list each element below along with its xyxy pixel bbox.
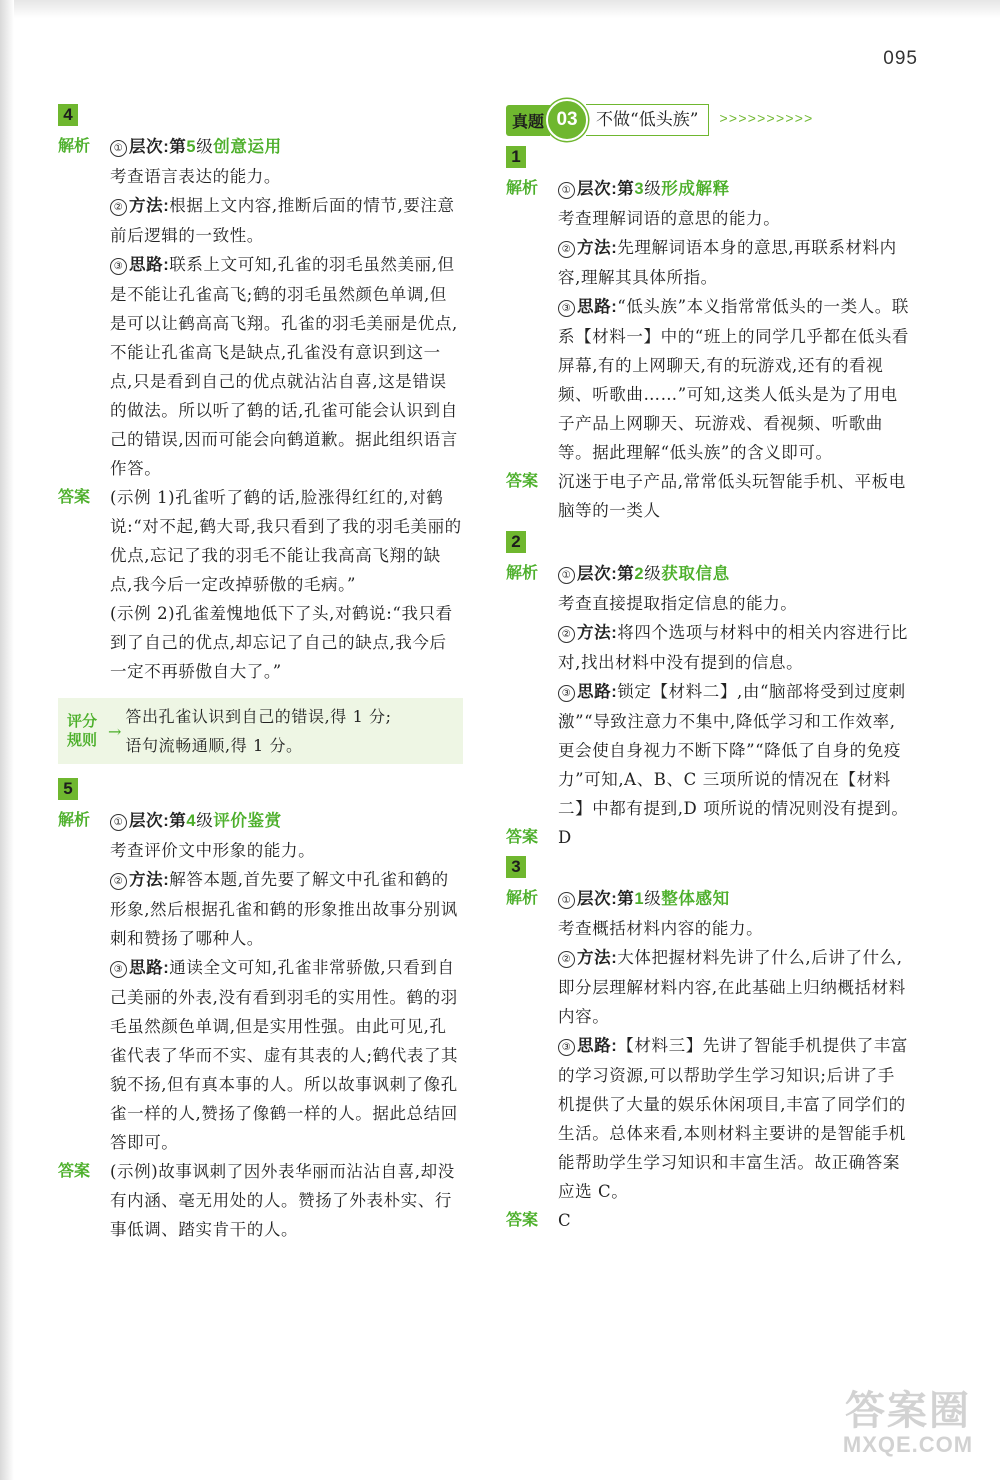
section-title: 不做“低头族” [586, 104, 709, 136]
level-description: 考查语言表达的能力。 [110, 167, 281, 186]
answer-label: 答案 [506, 473, 539, 490]
question-3 [506, 856, 911, 1235]
idea-line: ③ 思路:【材料三】先讲了智能手机提供了丰富的学习资源,可以帮助学生学习知识;后讲了手机提供了大量的娱乐休闲项目,丰富了同学们的生活。总体来看,本则材料主要讲的是智能手机能帮助学生学习知识和丰富生活。故正确答案应选 C。 [558, 1036, 908, 1201]
circle-mark: ② [558, 626, 575, 643]
level-name: 形成解释 [661, 180, 730, 198]
circle-mark: ③ [558, 685, 575, 702]
watermark-logo: 答案圈 MXQE.COM [842, 1389, 974, 1457]
level-line: ① 层次:第4级评价鉴赏 [110, 806, 463, 836]
level-description: 考查直接提取指定信息的能力。 [558, 594, 798, 613]
circle-mark: ③ [558, 300, 575, 317]
chevrons-icon: >>>>>>>>>> [719, 112, 814, 128]
circle-mark: ① [110, 814, 127, 831]
arrow-right-icon: → [108, 721, 122, 741]
page-number: 095 [883, 48, 918, 69]
level-name: 评价鉴赏 [213, 812, 282, 830]
scoring-rules [58, 698, 463, 764]
method-line: ② 方法:解答本题,首先要了解文中孔雀和鹤的形象,然后根据孔雀和鹤的形象推出故事分别讽刺和赞扬了哪种人。 [110, 870, 458, 948]
answer-label: 答案 [506, 829, 539, 846]
page-binding-shadow [0, 0, 14, 1480]
method-line: ② 方法:将四个选项与材料中的相关内容进行比对,找出材料中没有提到的信息。 [558, 623, 908, 672]
level-line: ① 层次:第5级创意运用 [110, 132, 463, 162]
idea-line: ③ 思路:“低头族”本义指常常低头的一类人。联系【材料一】中的“班上的同学几乎都在低头看屏幕,有的上网聊天,有的玩游戏,还有的看视频、听歌曲……”可知,这类人低头是为了用电子产品上网聊天、玩游戏、看视频、听歌曲等。据此理解“低头族”的含义即可。 [558, 297, 910, 462]
analysis-body [110, 806, 463, 1157]
section-tag: 真题 [506, 105, 550, 136]
analysis-row [506, 174, 911, 467]
idea-line: ③ 思路:通读全文可知,孔雀非常骄傲,只看到自己美丽的外表,没有看到羽毛的实用性。鹤的羽毛虽然颜色单调,但是实用性强。由此可见,孔雀代表了华而不实、虚有其表的人;鹤代表了其貌不扬,但有真本事的人。所以故事讽刺了像孔雀一样的人,赞扬了像鹤一样的人。据此总结回答即可。 [110, 958, 459, 1152]
level-description: 考查评价文中形象的能力。 [110, 841, 316, 860]
scoring-rules-label: 评分 规则 [66, 713, 97, 749]
circle-mark: ③ [110, 258, 127, 275]
analysis-label: 解析 [58, 812, 91, 829]
circle-mark: ① [110, 140, 127, 157]
answer-example-1: (示例 1)孔雀听了鹤的话,脸涨得红红的,对鹤说:“对不起,鹤大哥,我只看到了我的羽毛美丽的优点,忘记了我的羽毛不能让我高高飞翔的缺点,我今后一定改掉骄傲的毛病。” [110, 488, 462, 594]
circle-mark: ① [558, 567, 575, 584]
answer-label: 答案 [58, 489, 91, 506]
level-description: 考查理解词语的意思的能力。 [558, 209, 781, 228]
analysis-body [558, 174, 911, 467]
question-2 [506, 531, 911, 852]
method-line: ② 方法:大体把握材料先讲了什么,后讲了什么,即分层理解材料内容,在此基础上归纳概括材料内容。 [558, 948, 906, 1026]
analysis-label: 解析 [506, 565, 539, 582]
analysis-label: 解析 [506, 890, 539, 907]
idea-line: ③ 思路:锁定【材料二】,由“脑部将受到过度刺激”“导致注意力不集中,降低学习和工作效率,更会使自身视力不断下降”“降低了自身的免疫力”可知,A、B、C 三项所说的情况在【材料二】中都有提到,D 项所说的情况则没有提到。 [558, 682, 909, 818]
analysis-label: 解析 [58, 138, 91, 155]
circle-mark: ② [558, 241, 575, 258]
section-header [506, 100, 911, 140]
question-4 [58, 104, 463, 764]
question-number-badge: 3 [506, 856, 526, 878]
answer-label: 答案 [506, 1212, 539, 1229]
circle-mark: ② [110, 199, 127, 216]
analysis-body [558, 559, 911, 823]
analysis-row [58, 806, 463, 1157]
method-line: ② 方法:先理解词语本身的意思,再联系材料内容,理解其具体所指。 [558, 238, 897, 287]
left-column [58, 100, 463, 1244]
analysis-row [58, 132, 463, 483]
answer-body: D [558, 828, 572, 847]
circle-mark: ① [558, 892, 575, 909]
analysis-body [110, 132, 463, 483]
level-line: ① 层次:第2级获取信息 [558, 559, 911, 589]
question-5 [58, 778, 463, 1244]
answer-body: 沉迷于电子产品,常常低头玩智能手机、平板电脑等的一类人 [558, 472, 906, 520]
question-number-badge: 4 [58, 104, 78, 126]
answer-example-2: (示例 2)孔雀羞愧地低下了头,对鹤说:“我只看到了自己的优点,却忘记了自己的缺点,我今后一定不再骄傲自大了。” [110, 604, 453, 681]
level-line: ① 层次:第3级形成解释 [558, 174, 911, 204]
analysis-body [558, 884, 911, 1206]
level-name: 获取信息 [661, 565, 730, 583]
analysis-label: 解析 [506, 180, 539, 197]
question-number-badge: 1 [506, 146, 526, 168]
answer-row [506, 467, 911, 525]
analysis-row [506, 559, 911, 823]
scoring-rules-text: 答出孔雀认识到自己的错误,得 1 分; 语句流畅通顺,得 1 分。 [125, 707, 392, 755]
answer-row [506, 823, 911, 852]
question-1 [506, 146, 911, 525]
question-number-badge: 2 [506, 531, 526, 553]
analysis-row [506, 884, 911, 1206]
circle-mark: ① [558, 182, 575, 199]
circle-mark: ② [558, 951, 575, 968]
answer-body: (示例)故事讽刺了因外表华丽而沾沾自喜,却没有内涵、毫无用处的人。赞扬了外表朴实、行事低调、踏实肯干的人。 [110, 1162, 455, 1239]
answer-row [58, 1157, 463, 1244]
level-line: ① 层次:第1级整体感知 [558, 884, 911, 914]
answer-body [110, 483, 463, 686]
idea-line: ③ 思路:联系上文可知,孔雀的羽毛虽然美丽,但是不能让孔雀高飞;鹤的羽毛虽然颜色单调,但是可以让鹤高高飞翔。孔雀的羽毛美丽是优点,不能让孔雀高飞是缺点,孔雀没有意识到这一点,只是看到自己的优点就沾沾自喜,这是错误的做法。所以听了鹤的话,孔雀可能会认识到自己的错误,因而可能会向鹤道歉。据此组织语言作答。 [110, 255, 458, 478]
level-name: 创意运用 [213, 138, 282, 156]
answer-label: 答案 [58, 1163, 91, 1180]
circle-mark: ③ [558, 1039, 575, 1056]
right-column [506, 100, 911, 1235]
circle-mark: ② [110, 873, 127, 890]
page-top-shadow [0, 0, 1000, 18]
circle-mark: ③ [110, 961, 127, 978]
method-line: ② 方法:根据上文内容,推断后面的情节,要注意前后逻辑的一致性。 [110, 196, 455, 245]
answer-row [58, 483, 463, 686]
section-number: 03 [546, 99, 588, 141]
answer-row [506, 1206, 911, 1235]
answer-body: C [558, 1211, 572, 1230]
level-name: 整体感知 [661, 890, 730, 908]
level-description: 考查概括材料内容的能力。 [558, 919, 764, 938]
question-number-badge: 5 [58, 778, 78, 800]
